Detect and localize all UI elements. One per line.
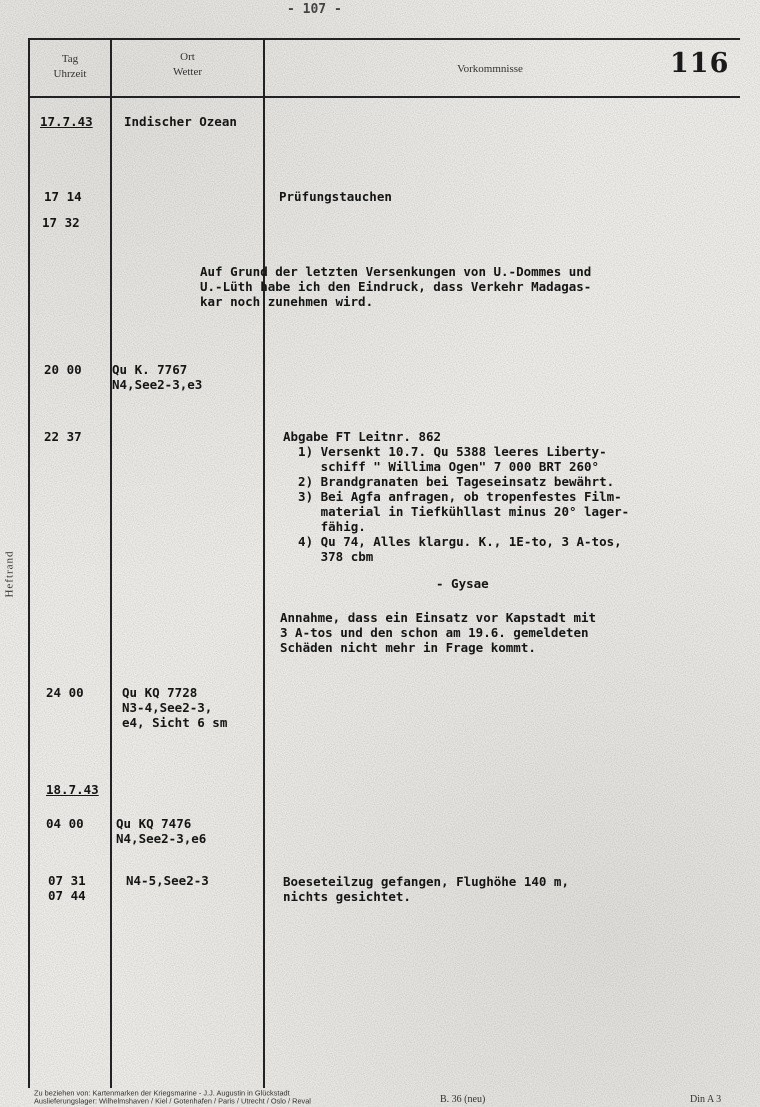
- entry-text-7: Boeseteilzug gefangen, Flughöhe 140 m, nichts gesichtet.: [283, 874, 569, 904]
- left-border: [28, 38, 30, 1088]
- entry-time-2: 17 32: [42, 215, 80, 230]
- header-ort: Ort: [180, 51, 195, 63]
- entry-time-3: 20 00: [44, 362, 82, 377]
- entry-time-7: 07 31 07 44: [48, 873, 86, 903]
- entry-date-2: 18.7.43: [46, 782, 99, 797]
- footer-form-number: B. 36 (neu): [440, 1094, 486, 1105]
- header-uhrzeit: Uhrzeit: [53, 68, 87, 80]
- header-tag: Tag: [61, 53, 79, 65]
- top-rule: [28, 38, 740, 40]
- col-divider-1: [110, 38, 112, 1088]
- col-divider-2: [263, 38, 265, 1088]
- entry-text-2: Auf Grund der letzten Versenkungen von U.-Dommes und U.-Lüth habe ich den Eindruck, dass Verkehr Madagas- kar noch zunehmen wird.: [200, 264, 592, 309]
- side-label-heftrand: Heftrand: [3, 550, 16, 598]
- entry-text-1: Prüfungstauchen: [279, 189, 392, 204]
- entry-place-7: N4-5,See2-3: [126, 873, 209, 888]
- entry-text-4: Abgabe FT Leitnr. 862 1) Versenkt 10.7. Qu 5388 leeres Liberty- schiff " Willima Ogen" 7 000 BRT 260° 2) Brandgranaten bei Tageseinsatz bewährt. 3) Bei Agfa anfragen, ob tropenfestes Film- material in Tiefkühllast minus 20° lager- fähig. 4) Qu 74, Alles klargu. K., 1E-to, 3 A-tos, 378 cbm: [283, 429, 630, 564]
- footer-publisher: Zu beziehen von: Kartenmarken der Kriegsmarine - J.J. Augustin in Glückstadt Auslieferungslager: Wilhelmshaven / Kiel / Gotenhafen / Paris / Utrecht / Oslo / Reval: [34, 1089, 311, 1106]
- header-ort-wetter: [112, 50, 263, 80]
- entry-date-1: 17.7.43: [40, 114, 93, 129]
- header-rule: [28, 96, 740, 98]
- entry-place-3: Qu K. 7767 N4,See2-3,e3: [112, 362, 203, 392]
- header-tag-uhrzeit: [30, 52, 110, 82]
- entry-place-1: Indischer Ozean: [124, 114, 237, 129]
- entry-place-6: Qu KQ 7476 N4,See2-3,e6: [116, 816, 207, 846]
- header-wetter: Wetter: [172, 66, 203, 78]
- page-number: 116: [670, 48, 730, 79]
- entry-place-5: Qu KQ 7728 N3-4,See2-3, e4, Sicht 6 sm: [122, 685, 228, 730]
- header-vorkommnisse: Vorkommnisse: [457, 63, 523, 75]
- entry-signature: - Gysae: [436, 576, 489, 591]
- entry-time-1: 17 14: [44, 189, 82, 204]
- entry-time-4: 22 37: [44, 429, 82, 444]
- entry-time-6: 04 00: [46, 816, 84, 831]
- footer-paper-size: Din A 3: [690, 1094, 722, 1105]
- entry-text-5: Annahme, dass ein Einsatz vor Kapstadt mit 3 A-tos und den schon am 19.6. gemeldeten Schäden nicht mehr in Frage kommt.: [280, 610, 597, 655]
- top-page-mark: - 107 -: [287, 2, 342, 17]
- entry-time-5: 24 00: [46, 685, 84, 700]
